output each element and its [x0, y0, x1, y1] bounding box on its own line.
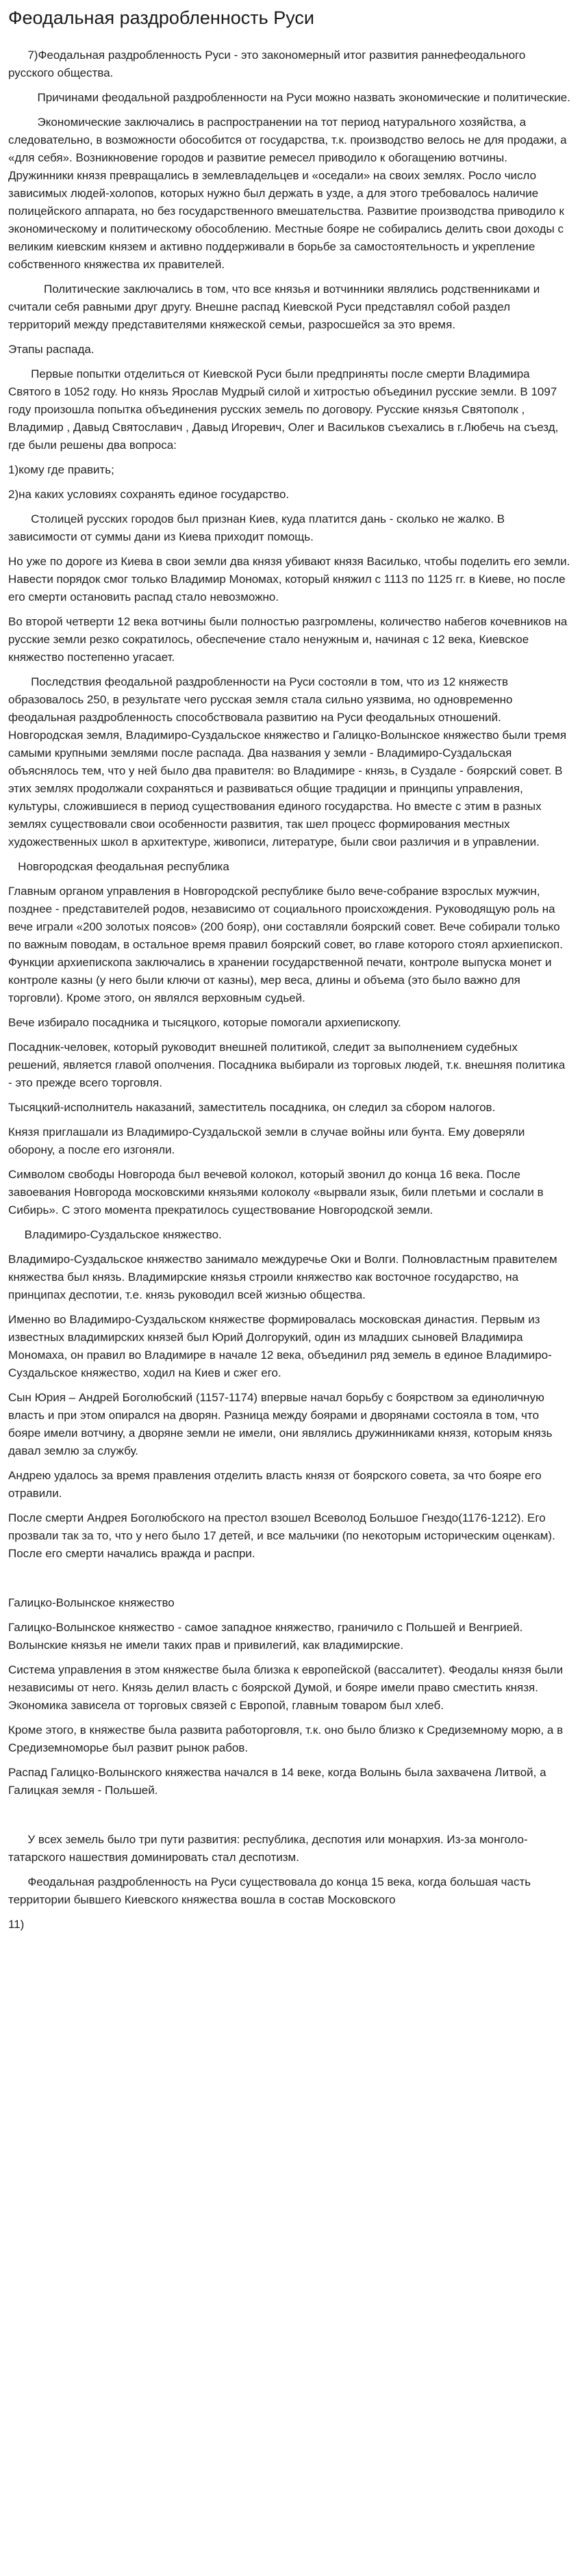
paragraph [8, 1806, 572, 1824]
paragraph: Распад Галицко-Волынского княжества начался в 14 веке, когда Волынь была захвачена Литвой, а Галицкая земля - Польшей. [8, 1766, 550, 1797]
paragraph: У всех земель было три пути развития: республика, деспотия или монархия. Из-за монголо-татарского нашествия доминировать стал деспотизм. [8, 1833, 528, 1864]
paragraph: Галицко-Волынское княжество - самое западное княжество, граничило с Польшей и Венгрией. Волынские князья не имели таких прав и привилегий, как владимирские. [8, 1621, 527, 1652]
document-body [8, 47, 572, 1934]
paragraph: Владимиро-Суздальское княжество занимало междуречье Оки и Волги. Полновластным правителем княжества был князь. Владимирские князья строили княжество как восточное государство, на принципах деспотии, т.е. князь руководил всей жизнью общества. [8, 1253, 561, 1302]
paragraph: Сын Юрия – Андрей Боголюбский (1157-1174) впервые начал борьбу с боярством за единоличную власть и при этом опирался на дворян. Разница между боярами и дворянами состояла в том, что бояре имели вотчину, а дворяне земли не имели, они являлись дружинниками князя, которым князь давал землю за службу. [8, 1391, 556, 1458]
page-title: Феодальная раздробленность Руси [8, 8, 314, 28]
paragraph: Феодальная раздробленность на Руси существовала до конца 15 века, когда большая часть территории бывшего Киевского княжества вошла в состав Московского [8, 1875, 534, 1907]
paragraph: Тысяцкий-исполнитель наказаний, заместитель посадника, он следил за сбором налогов. [8, 1101, 496, 1115]
paragraph: 7)Феодальная раздробленность Руси - это закономерный итог развития раннефеодального русского общества. [8, 49, 529, 80]
paragraph: 1)кому где править; [8, 463, 114, 477]
paragraph: Символом свободы Новгорода был вечевой колокол, который звонил до конца 16 века. После завоевания Новгорода московскими князьями колоколу «вырвали язык, били плетьми и сослали в Сибирь». С этого момента прекратилось существование Новгородской земли. [8, 1168, 547, 1217]
paragraph: Во второй четверти 12 века вотчины были полностью разгромлены, количество набегов кочевников на русские земли резко сократилось, обеспечение стало ненужным и, начиная с 12 века, Киевское княжество постепенно угасает. [8, 615, 571, 664]
paragraph: Причинами феодальной раздробленности на Руси можно назвать экономические и политические. [8, 91, 570, 105]
paragraph: Кроме этого, в княжестве была развита работорговля, т.к. оно было близко к Средиземному морю, а в Средиземноморье был развит рынок рабов. [8, 1723, 566, 1755]
paragraph: Владимиро-Суздальское княжество. [8, 1228, 222, 1242]
paragraph: Главным органом управления в Новгородской республике было вече-собрание взрослых мужчин, позднее - представителей родов, независимо от социального происхождения. Руководящую роль на вече играли «200 золотых поясов» (200 бояр), они составляли боярский совет. Вече собирали только по важным поводам, в остальное время правил боярский совет, во главе которого стоял архиепископ. Функции архиепископа заключались в хранении государственной печати, контроле выпуска монет и контроле казны (у него были ключи от казны), мер веса, длины и объема (это было важно для торговли). Кроме этого, он являлся верховным судьей. [8, 885, 566, 1005]
paragraph: Именно во Владимиро-Суздальском княжестве формировалась московская династия. Первым из известных владимирских князей был Юрий Долгорукий, один из младших сыновей Владимира Мономаха, он правил во Владимире в начале 12 века, объединил ряд земель в единое Владимиро-Суздальское княжество, ходил на Киев и сжег его. [8, 1313, 552, 1380]
paragraph: Этапы распада. [8, 343, 94, 356]
paragraph: Экономические заключались в распространении на тот период натурального хозяйства, а следовательно, в возможности обособится от государства, т.к. производство велось не для продажи, а «для себя». Возникновение городов и развитие ремесел приводило к обогащению вотчины. Дружинники князя превращались в землевладельцев и «оседали» на своих землях. Росло число зависимых людей-холопов, которых нужно был держать в узде, а для этого требовалось наличие полицейского аппарата, но без государственного вмешательства. Развитие производства приводило к экономическому и политическому обособлению. Местные бояре не собирались делить свои доходы с великим киевским князем и активно поддерживали в борьбе за самостоятельность и укрепление собственного княжества их правителей. [8, 116, 570, 272]
paragraph: Последствия феодальной раздробленности на Руси состояли в том, что из 12 княжеств образовалось 250, в результате чего русская земля стала сильно уязвима, но одновременно феодальная раздробленность способствовала развитию на Руси феодальных отношений. Новгородская земля, Владимиро-Суздальское княжество и Галицко-Волынское княжество были тремя самыми крупными землями после распада. Два названия у земли - Владимиро-Суздальская объяснялось тем, что у ней было два правителя: во Владимире - князь, в Суздале - боярский совет. В этих землях продолжали сохраняться и развиваться общие традиции и принципы управления, культуры, сложившиеся в период существования единого государства. Но вместе с этим в разных землях существовали свои особенности развития, так шел процесс формирования местных художественных школ в архитектуре, живописи, литературе, были свои различия и в управлении. [8, 675, 570, 849]
paragraph: Андрею удалось за время правления отделить власть князя от боярского совета, за что бояре его отравили. [8, 1469, 545, 1500]
paragraph: Князя приглашали из Владимиро-Суздальской земли в случае войны или бунта. Ему доверяли оборону, а после его изгоняли. [8, 1126, 529, 1157]
paragraph: Столицей русских городов был признан Киев, куда платится дань - сколько не жалко. В зависимости от суммы дани из Киева приходит помощь. [8, 512, 508, 544]
paragraph: Вече избирало посадника и тысяцкого, которые помогали архиепископу. [8, 1016, 401, 1030]
paragraph: Посадник-человек, который руководит внешней политикой, следит за выполнением судебных решений, является главой ополчения. Посадника выбирали из торговых людей, т.к. внешняя политика - это прежде всего торговля. [8, 1041, 568, 1090]
paragraph: Система управления в этом княжестве была близка к европейской (вассалитет). Феодалы князя были независимы от него. Князь делил власть с боярской Думой, и бояре имели право сместить князя. Экономика зависела от торговых связей с Европой, главным товаром был хлеб. [8, 1663, 566, 1713]
paragraph: Галицко-Волынское княжество [8, 1596, 175, 1610]
paragraph: 11) [8, 1918, 25, 1931]
paragraph: Политические заключались в том, что все князья и вотчинники являлись родственниками и считали себя равными друг другу. Внешне распад Киевской Руси представлял собой раздел территорий между представителями княжеской семьи, разросшейся за это время. [8, 283, 543, 332]
paragraph [8, 1570, 572, 1587]
paragraph: Но уже по дороге из Киева в свои земли два князя убивают князя Василько, чтобы поделить его земли. Навести порядок смог только Владимир Мономах, который княжил с 1113 по 1125 гг. в Киеве, но после его смерти остановить распад стало невозможно. [8, 555, 574, 604]
paragraph: 2)на каких условиях сохранять единое государство. [8, 488, 290, 502]
paragraph: Новгородская феодальная республика [8, 860, 229, 874]
paragraph: Первые попытки отделиться от Киевской Руси были предприняты после смерти Владимира Святого в 1052 году. Но князь Ярослав Мудрый силой и хитростью объединил русские земли. В 1097 году произошла попытка объединения русских земель по договору. Русские князья Святополк , Владимир , Давыд Святославич , Давыд Игоревич, Олег и Васильков съехались в г.Любечь на съезд, где были решены два вопроса: [8, 367, 562, 452]
paragraph: После смерти Андрея Боголюбского на престол взошел Всеволод Большое Гнездо(1176-1212). Его прозвали так за то, что у него было 17 детей, и все мальчики (по некоторым историческим оценкам). После его смерти начались вражда и распри. [8, 1511, 559, 1561]
